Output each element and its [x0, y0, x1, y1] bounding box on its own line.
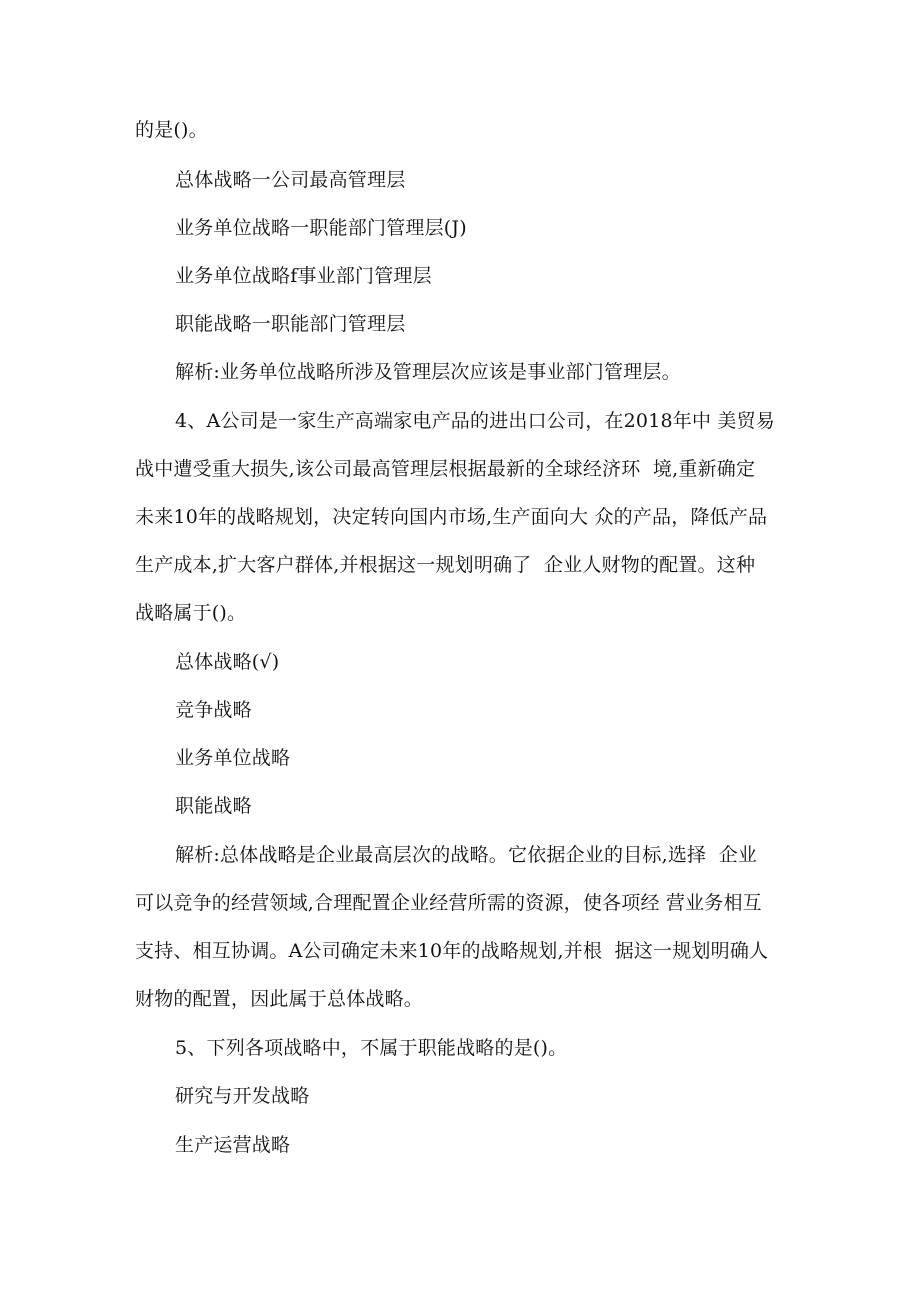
question-4-option-c: 业务单位战略 [175, 747, 291, 769]
question-4-option-b: 竞争战略 [175, 699, 252, 721]
question-3-stem-tail: 的是()。 [135, 119, 208, 141]
question-4-option-a: 总体战略(√) [175, 651, 280, 673]
question-4-explanation-line-2: 可以竞争的经营领域,合理配置企业经营所需的资源，使各项经 营业务相互 [135, 892, 762, 914]
question-3-option-d: 职能战略一职能部门管理层 [175, 313, 406, 335]
question-4-stem-line-2: 战中遭受重大损失,该公司最高管理层根据最新的全球经济环 境,重新确定 [135, 458, 756, 480]
question-4-explanation-line-4: 财物的配置，因此属于总体战略。 [135, 988, 424, 1010]
question-5-option-a: 研究与开发战略 [175, 1085, 310, 1107]
question-4-stem-line-4: 生产成本,扩大客户群体,并根据这一规划明确了 企业人财物的配置。这种 [135, 554, 756, 576]
question-4-option-d: 职能战略 [175, 795, 252, 817]
question-5-option-b: 生产运营战略 [175, 1134, 291, 1156]
question-3-option-b: 业务单位战略一职能部门管理层(J) [175, 217, 467, 239]
question-3-explanation: 解析:业务单位战略所涉及管理层次应该是事业部门管理层。 [175, 361, 681, 383]
question-5-stem: 5、下列各项战略中，不属于职能战略的是()。 [175, 1037, 568, 1059]
question-3-option-a: 总体战略一公司最高管理层 [175, 169, 406, 191]
question-4-stem-line-1: 4、A公司是一家生产高端家电产品的进出口公司，在2018年中 美贸易 [175, 410, 776, 432]
question-4-stem-line-3: 未来10年的战略规划，决定转向国内市场,生产面向大 众的产品，降低产品 [135, 506, 768, 528]
question-4-explanation-line-3: 支持、相互协调。A公司确定未来10年的战略规划,并根 据这一规划明确人 [135, 940, 769, 962]
question-4-explanation-line-1: 解析:总体战略是企业最高层次的战略。它依据企业的目标,选择 企业 [175, 844, 758, 866]
question-3-option-c: 业务单位战略f事业部门管理层 [175, 265, 432, 287]
question-4-stem-line-5: 战略属于()。 [135, 602, 247, 624]
